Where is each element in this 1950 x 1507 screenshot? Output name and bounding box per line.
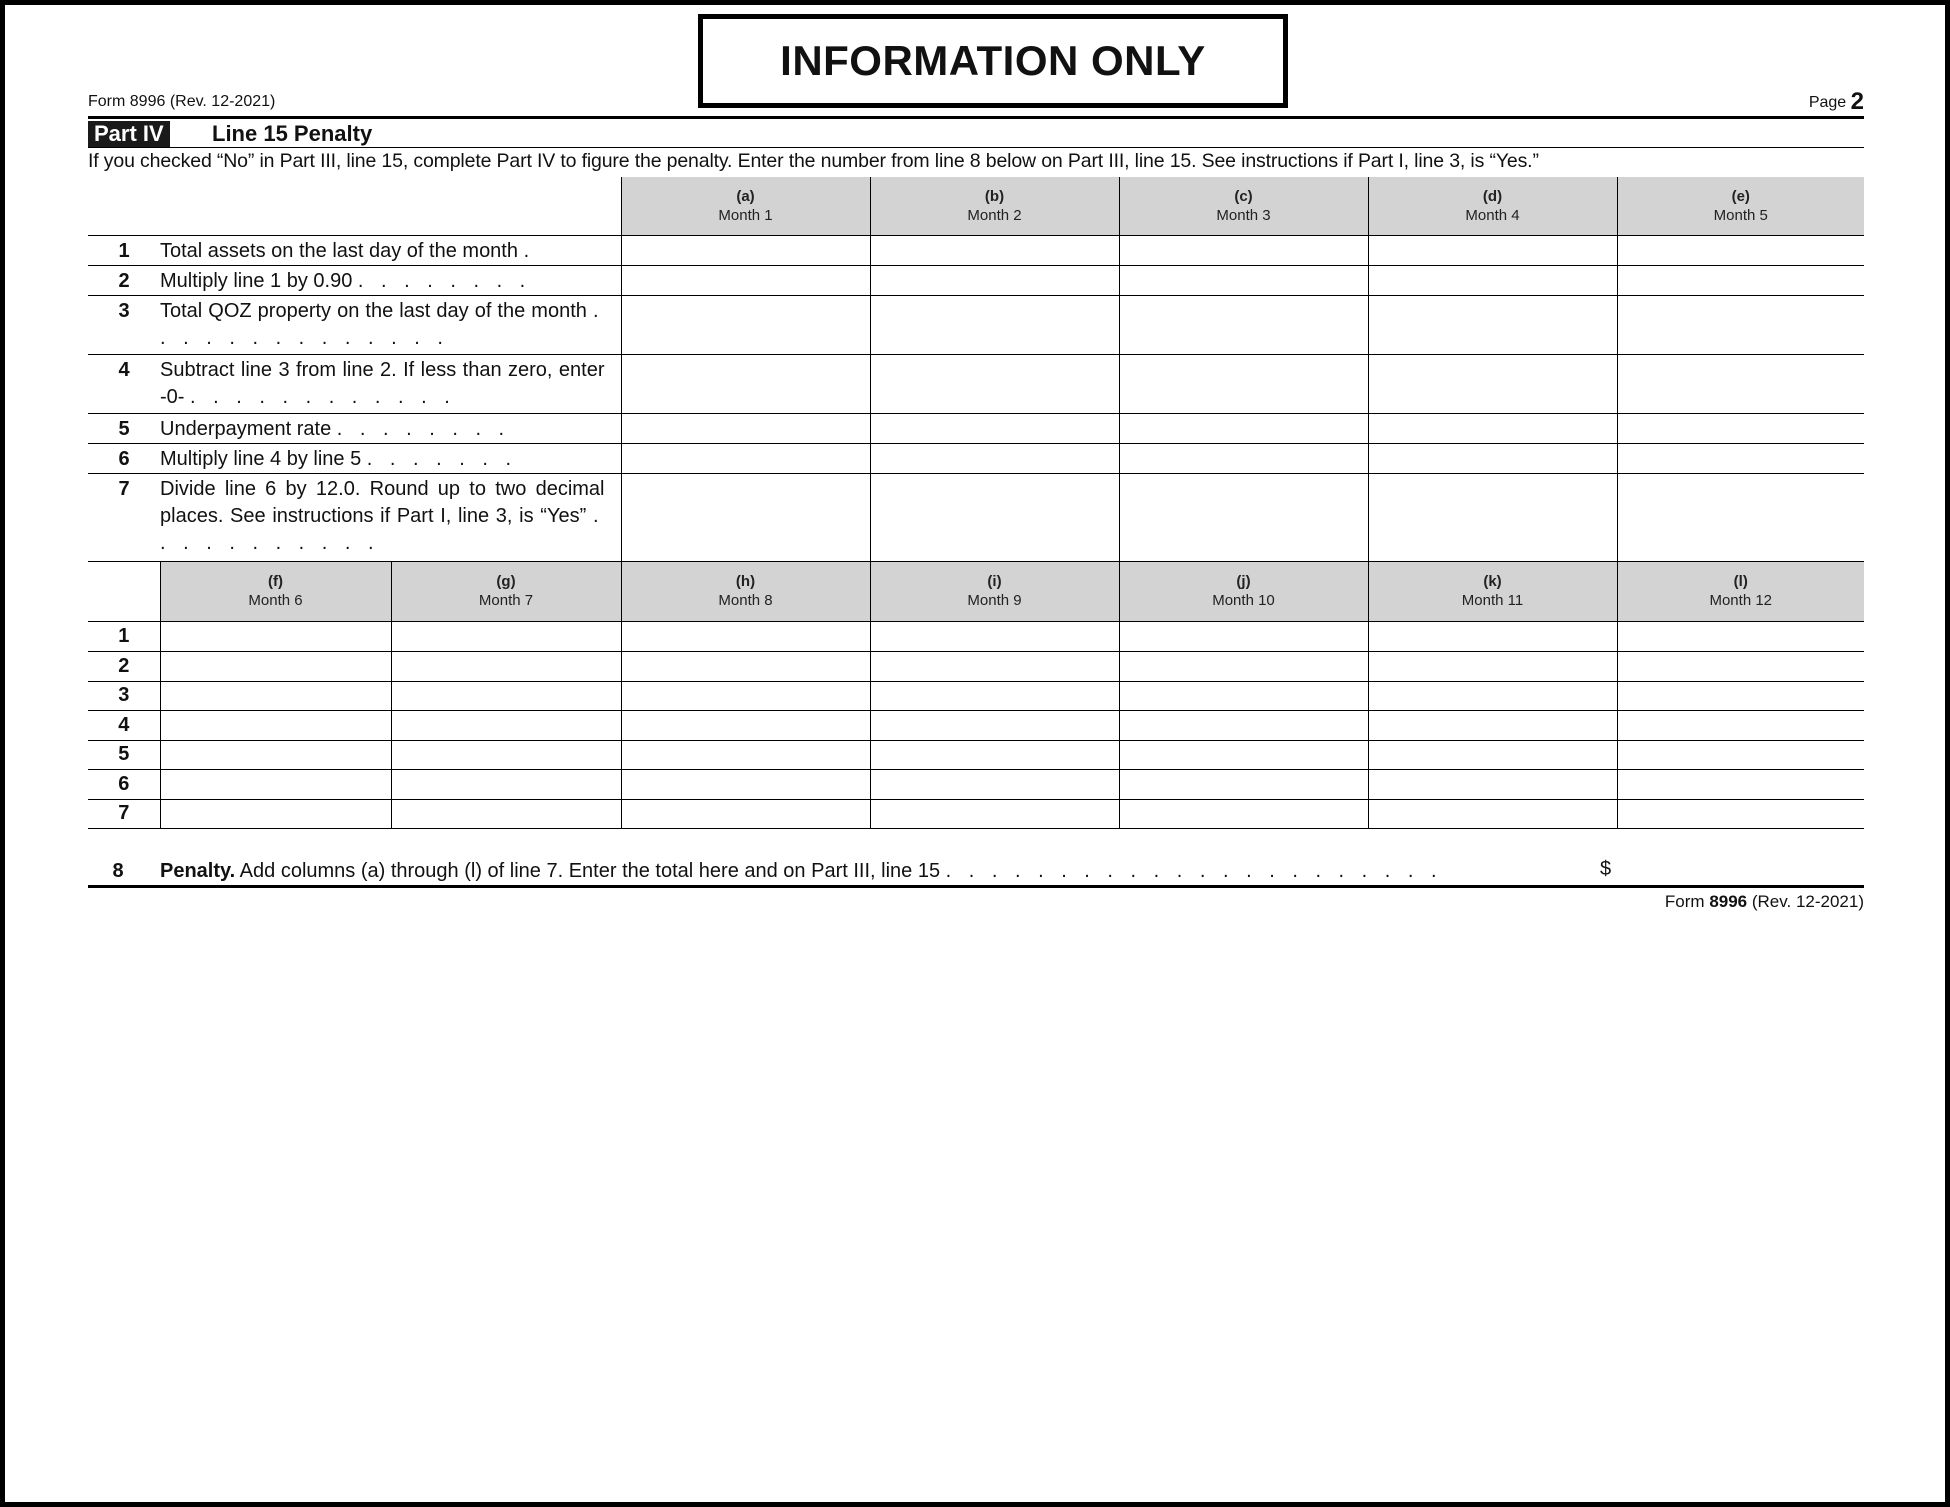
input-cell[interactable] <box>1119 473 1368 561</box>
line-number: 2 <box>88 265 160 295</box>
table-row <box>88 769 1864 799</box>
penalty-table-months-6-12 <box>88 562 1864 829</box>
column-header-a: (a) Month 1 <box>621 177 870 235</box>
table-row <box>88 295 1864 354</box>
input-cell[interactable] <box>1368 473 1617 561</box>
table-row <box>88 413 1864 443</box>
input-cell[interactable] <box>621 295 870 354</box>
column-header-row <box>88 177 1864 235</box>
input-cell[interactable] <box>160 769 391 799</box>
column-header-b: (b) Month 2 <box>870 177 1119 235</box>
column-header-k: (k) Month 11 <box>1368 562 1617 621</box>
input-cell[interactable] <box>1119 295 1368 354</box>
column-header-f: (f) Month 6 <box>160 562 391 621</box>
part-label: Part IV <box>88 121 170 147</box>
page-number <box>1809 88 1864 116</box>
input-cell[interactable] <box>870 710 1119 740</box>
line-description: Total QOZ property on the last day of the month . . . . . . . . . . . . . . <box>160 295 621 354</box>
input-cell[interactable] <box>1617 473 1864 561</box>
input-cell[interactable] <box>870 681 1119 710</box>
input-cell[interactable] <box>1617 235 1864 265</box>
information-only-banner: INFORMATION ONLY <box>698 14 1288 108</box>
input-cell[interactable] <box>870 354 1119 413</box>
line-number: 7 <box>88 473 160 561</box>
input-cell[interactable] <box>621 354 870 413</box>
input-cell[interactable] <box>1119 235 1368 265</box>
input-cell[interactable] <box>391 681 621 710</box>
line-8-text: Penalty. Add columns (a) through (l) of line 7. Enter the total here and on Part III, line 15 . . . . . . . . . . . . . . . . . . . . . . <box>160 860 1443 882</box>
input-cell[interactable] <box>391 799 621 828</box>
line-number: 1 <box>88 235 160 265</box>
input-cell[interactable] <box>1119 413 1368 443</box>
input-cell[interactable] <box>870 621 1119 651</box>
input-cell[interactable] <box>160 710 391 740</box>
input-cell[interactable] <box>160 681 391 710</box>
line-number: 2 <box>88 651 160 681</box>
input-cell[interactable] <box>621 651 870 681</box>
input-cell[interactable] <box>1368 710 1617 740</box>
input-cell[interactable] <box>1617 413 1864 443</box>
input-cell[interactable] <box>621 265 870 295</box>
input-cell[interactable] <box>160 621 391 651</box>
column-header-e: (e) Month 5 <box>1617 177 1864 235</box>
input-cell[interactable] <box>1119 769 1368 799</box>
table-row <box>88 740 1864 769</box>
input-cell[interactable] <box>1617 740 1864 769</box>
line-number: 5 <box>88 413 160 443</box>
input-cell[interactable] <box>1617 265 1864 295</box>
input-cell[interactable] <box>1617 769 1864 799</box>
input-cell[interactable] <box>621 769 870 799</box>
input-cell[interactable] <box>1368 740 1617 769</box>
input-cell[interactable] <box>160 799 391 828</box>
input-cell[interactable] <box>1368 769 1617 799</box>
input-cell[interactable] <box>621 413 870 443</box>
column-header-j: (j) Month 10 <box>1119 562 1368 621</box>
input-cell[interactable] <box>1368 443 1617 473</box>
table-row <box>88 443 1864 473</box>
input-cell[interactable] <box>870 769 1119 799</box>
input-cell[interactable] <box>1617 443 1864 473</box>
line-number: 3 <box>88 681 160 710</box>
input-cell[interactable] <box>1617 295 1864 354</box>
header-blank <box>88 177 621 235</box>
column-header-c: (c) Month 3 <box>1119 177 1368 235</box>
line-description: Underpayment rate . . . . . . . . <box>160 413 621 443</box>
input-cell[interactable] <box>1368 413 1617 443</box>
column-header-g: (g) Month 7 <box>391 562 621 621</box>
input-cell[interactable] <box>1119 621 1368 651</box>
input-cell[interactable] <box>1119 710 1368 740</box>
input-cell[interactable] <box>1119 265 1368 295</box>
column-header-h: (h) Month 8 <box>621 562 870 621</box>
input-cell[interactable] <box>621 799 870 828</box>
currency-symbol: $ <box>1600 858 1612 880</box>
input-cell[interactable] <box>870 473 1119 561</box>
input-cell[interactable] <box>621 740 870 769</box>
input-cell[interactable] <box>391 769 621 799</box>
input-cell[interactable] <box>1368 681 1617 710</box>
line-number: 1 <box>88 621 160 651</box>
column-header-l: (l) Month 12 <box>1617 562 1864 621</box>
input-cell[interactable] <box>870 265 1119 295</box>
form-footer: Form 8996 (Rev. 12-2021) <box>1664 892 1864 911</box>
column-header-row <box>88 562 1864 621</box>
input-cell[interactable] <box>621 443 870 473</box>
line-description: Multiply line 4 by line 5 . . . . . . . <box>160 443 621 473</box>
table-row <box>88 710 1864 740</box>
input-cell[interactable] <box>870 295 1119 354</box>
line-number: 3 <box>88 295 160 354</box>
input-cell[interactable] <box>621 710 870 740</box>
input-cell[interactable] <box>1617 799 1864 828</box>
input-cell[interactable] <box>621 621 870 651</box>
line-number: 4 <box>88 354 160 413</box>
input-cell[interactable] <box>870 651 1119 681</box>
input-cell[interactable] <box>621 681 870 710</box>
page-label: Page <box>1808 94 1847 111</box>
input-cell[interactable] <box>870 235 1119 265</box>
input-cell[interactable] <box>1368 799 1617 828</box>
input-cell[interactable] <box>1119 354 1368 413</box>
column-header-d: (d) Month 4 <box>1368 177 1617 235</box>
input-cell[interactable] <box>1617 710 1864 740</box>
input-cell[interactable] <box>1617 354 1864 413</box>
column-header-i: (i) Month 9 <box>870 562 1119 621</box>
form-header-label: Form 8996 (Rev. 12-2021) <box>88 93 276 110</box>
input-cell[interactable] <box>1368 295 1617 354</box>
input-cell[interactable] <box>621 473 870 561</box>
table-row <box>88 621 1864 651</box>
input-cell[interactable] <box>1119 681 1368 710</box>
table-row <box>88 265 1864 295</box>
input-cell[interactable] <box>160 740 391 769</box>
line-description: Subtract line 3 from line 2. If less than zero, enter -0- . . . . . . . . . . . . <box>160 354 621 413</box>
input-cell[interactable] <box>160 651 391 681</box>
input-cell[interactable] <box>1368 651 1617 681</box>
input-cell[interactable] <box>391 621 621 651</box>
line-description: Multiply line 1 by 0.90 . . . . . . . . <box>160 265 621 295</box>
table-row <box>88 681 1864 710</box>
input-cell[interactable] <box>1368 265 1617 295</box>
input-cell[interactable] <box>1617 681 1864 710</box>
header-blank <box>88 562 160 621</box>
input-cell[interactable] <box>391 740 621 769</box>
input-cell[interactable] <box>870 799 1119 828</box>
line-number: 4 <box>88 710 160 740</box>
input-cell[interactable] <box>1119 799 1368 828</box>
table-row <box>88 799 1864 828</box>
table-row <box>88 651 1864 681</box>
input-cell[interactable] <box>1368 235 1617 265</box>
line-description: Total assets on the last day of the month . <box>160 235 621 265</box>
input-cell[interactable] <box>870 443 1119 473</box>
line-number: 5 <box>88 740 160 769</box>
line-number: 6 <box>88 769 160 799</box>
input-cell[interactable] <box>391 710 621 740</box>
input-cell[interactable] <box>870 413 1119 443</box>
line-8-penalty <box>88 858 1864 888</box>
input-cell[interactable] <box>1119 443 1368 473</box>
line-number: 8 <box>112 860 124 882</box>
input-cell[interactable] <box>1368 621 1617 651</box>
input-cell[interactable] <box>621 235 870 265</box>
part-title: Line 15 Penalty <box>212 121 373 146</box>
table-row <box>88 235 1864 265</box>
input-cell[interactable] <box>1119 651 1368 681</box>
input-cell[interactable] <box>1617 651 1864 681</box>
input-cell[interactable] <box>870 740 1119 769</box>
input-cell[interactable] <box>1368 354 1617 413</box>
line-number: 7 <box>88 799 160 828</box>
line-description: Divide line 6 by 12.0. Round up to two decimal places. See instructions if Part I, line 3, is “Yes” . . . . . . . . . . . <box>160 473 621 561</box>
input-cell[interactable] <box>391 651 621 681</box>
table-row <box>88 354 1864 413</box>
part-instructions: If you checked “No” in Part III, line 15, complete Part IV to figure the penalty. Enter the number from line 8 below on Part III, line 15. See instructions if Part I, line 3, is “Yes.” <box>88 150 1539 172</box>
page-num: 2 <box>1850 88 1864 115</box>
line-number: 6 <box>88 443 160 473</box>
penalty-table-months-1-5 <box>88 177 1864 562</box>
part-header <box>88 116 1864 148</box>
table-row <box>88 473 1864 561</box>
input-cell[interactable] <box>1119 740 1368 769</box>
input-cell[interactable] <box>1617 621 1864 651</box>
